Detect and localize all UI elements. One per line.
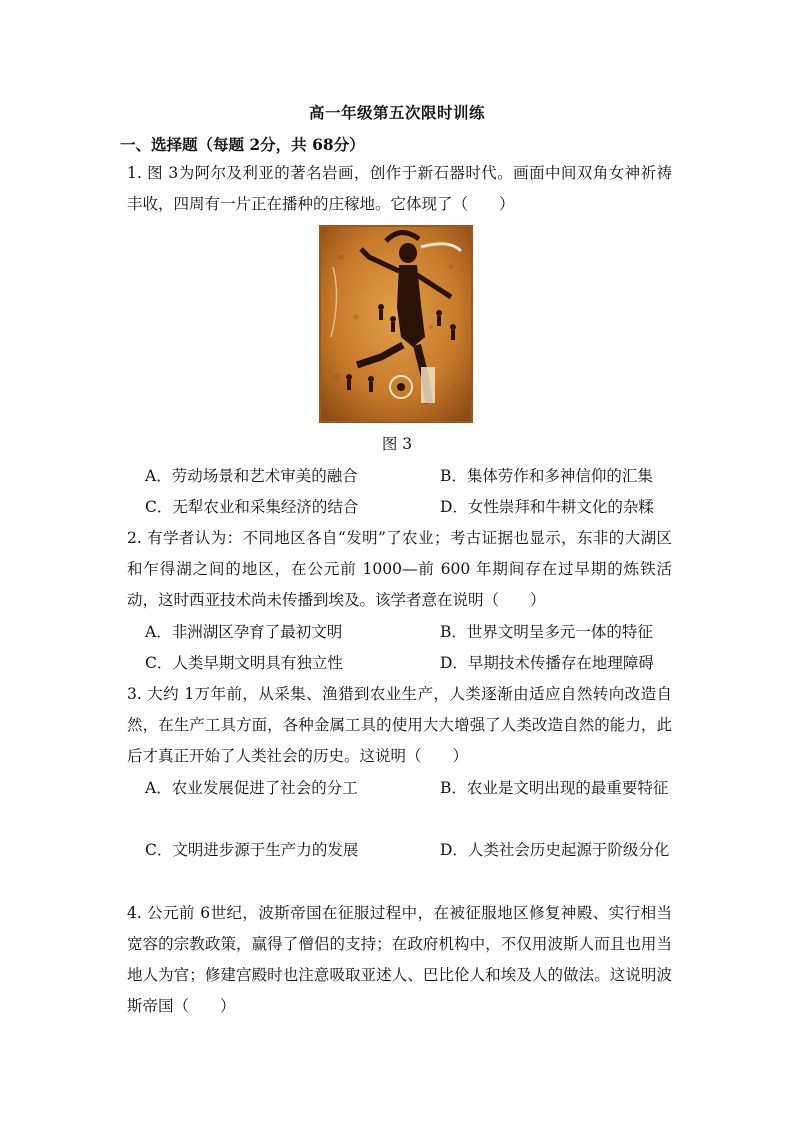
question-3 [127, 679, 672, 772]
option-1d[interactable]: D．女性崇拜和牛耕文化的杂糅 [440, 498, 654, 516]
question-number: 2. [127, 529, 142, 547]
option-3d[interactable]: D．人类社会历史起源于阶级分化 [440, 841, 670, 859]
question-text: 图 3为阿尔及利亚的著名岩画，创作于新石器时代。画面中间双角女神祈祷丰收，四周有一片正在播种的庄稼地。它体现了（ ） [127, 164, 672, 213]
question-1 [127, 158, 672, 220]
option-3a[interactable]: A．农业发展促进了社会的分工 [145, 779, 358, 797]
option-1a[interactable]: A．劳动场景和艺术审美的融合 [145, 467, 358, 485]
question-text: 公元前 6世纪，波斯帝国在征服过程中，在被征服地区修复神殿、实行相当宽容的宗教政策，赢得了僧侣的支持；在政府机构中，不仅用波斯人而且也用当地人为官；修建宫殿时也注意吸取亚述人、巴比伦人和埃及人的做法。这说明波斯帝国（ ） [127, 904, 672, 1015]
section-heading: 一、选择题（每题 2分，共 68分） [120, 135, 365, 154]
question-number: 1. [127, 164, 142, 182]
question-number: 4. [127, 904, 142, 922]
option-2c[interactable]: C．人类早期文明具有独立性 [145, 654, 343, 672]
option-2d[interactable]: D．早期技术传播存在地理障碍 [440, 654, 654, 672]
option-2b[interactable]: B．世界文明呈多元一体的特征 [440, 623, 653, 641]
option-1c[interactable]: C．无犁农业和采集经济的结合 [145, 498, 359, 516]
option-3b[interactable]: B．农业是文明出现的最重要特征 [440, 779, 669, 797]
option-1b[interactable]: B．集体劳作和多神信仰的汇集 [440, 467, 653, 485]
figure-caption: 图 3 [381, 435, 413, 453]
question-4 [127, 898, 672, 1022]
question-text: 有学者认为：不同地区各自“发明”了农业；考古证据也显示，东非的大湖区和乍得湖之间的地区，在公元前 1000—前 600 年期间存在过早期的炼铁活动，这时西亚技术尚未传播到埃及。该学者意在说明（ ） [127, 529, 672, 609]
question-2 [127, 523, 672, 616]
document-title: 高一年级第五次限时训练 [308, 103, 485, 122]
question-text: 大约 1万年前，从采集、渔猎到农业生产，人类逐渐由适应自然转向改造自然，在生产工具方面，各种金属工具的使用大大增强了人类改造自然的能力，此后才真正开始了人类社会的历史。这说明（ ） [127, 685, 672, 765]
option-2a[interactable]: A．非洲湖区孕育了最初文明 [145, 623, 343, 641]
option-3c[interactable]: C．文明进步源于生产力的发展 [145, 841, 359, 859]
question-number: 3. [127, 685, 142, 703]
rock-painting-image [319, 225, 473, 423]
